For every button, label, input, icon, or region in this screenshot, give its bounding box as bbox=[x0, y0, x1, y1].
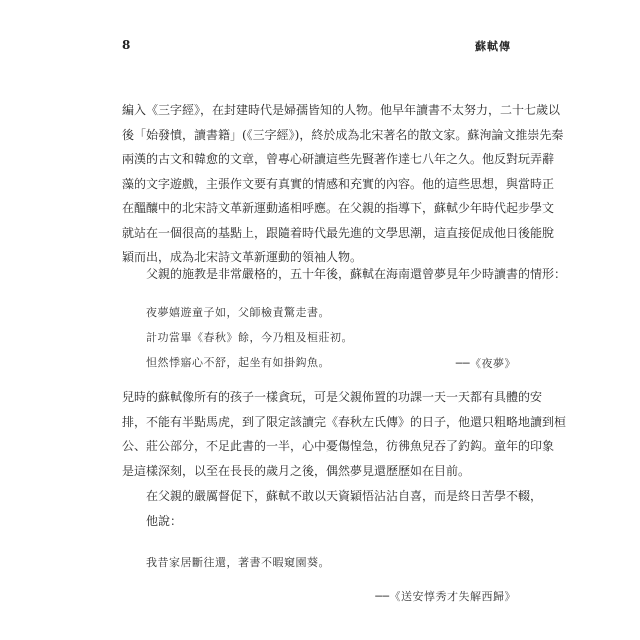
poem-quote-2 bbox=[146, 550, 330, 575]
text-line: 後「始發憤，讀書籍」(《三字經》)，終於成為北宋著名的散文家。蘇洵論文推崇先秦 bbox=[122, 127, 564, 142]
text-line: 編入《三字經》，在封建時代是婦孺皆知的人物。他早年讀書不太努力，二十七歲以 bbox=[122, 103, 561, 117]
paragraph-2 bbox=[122, 262, 567, 287]
text-line: 排，不能有半點馬虎，到了限定該讀完《春秋左氏傳》的日子，他還只粗略地讀到桓 bbox=[122, 414, 567, 429]
text-line: 他說： bbox=[146, 513, 183, 528]
poem-line: 我昔家居斷往還，著書不暇窺園葵。 bbox=[146, 556, 330, 569]
text-line: 就站在一個很高的基點上，跟隨着時代最先進的文學思潮，這直接促成他日後能脫 bbox=[122, 225, 555, 240]
text-line: 兒時的蘇軾像所有的孩子一樣貪玩，可是父親佈置的功課一天一天都有具體的安 bbox=[122, 390, 543, 404]
text-line: 父親的施教是非常嚴格的，五十年後，蘇軾在海南還曾夢見年少時讀書的情形： bbox=[146, 267, 567, 281]
text-line: 是這樣深刻，以至在長長的歲月之後，偶然夢見還歷歷如在目前。 bbox=[122, 463, 471, 478]
text-line: 兩漢的古文和韓愈的文章，曾專心研讀這些先賢著作達七八年之久。他反對玩弄辭 bbox=[122, 152, 555, 166]
page-number: 8 bbox=[122, 38, 131, 52]
poem-source-2: ──《送安惇秀才失解西歸》 bbox=[375, 590, 516, 603]
text-line: 公、莊公部分，不足此書的一半，心中憂傷惶急，彷彿魚兒吞了釣鈎。童年的印象 bbox=[122, 439, 555, 453]
poem-line: 怛然悸寤心不舒，起坐有如掛鈎魚。 bbox=[146, 356, 330, 369]
poem-line: 夜夢嬉遊童子如，父師檢責驚走書。 bbox=[146, 306, 330, 319]
text-line: 穎而出，成為北宋詩文革新運動的領袖人物。 bbox=[122, 250, 363, 264]
text-line: 在父親的嚴厲督促下，蘇軾不敢以天資穎悟沾沾自喜，而是終日苦學不輟， bbox=[146, 489, 543, 503]
paragraph-3 bbox=[122, 385, 567, 483]
running-title: 蘇軾傳 bbox=[475, 40, 511, 53]
poem-quote-1 bbox=[146, 300, 353, 375]
text-line: 在醞釀中的北宋詩文革新運動遙相呼應。在父親的指導下，蘇軾少年時代起步學文 bbox=[122, 201, 555, 215]
paragraph-1 bbox=[122, 98, 564, 270]
poem-line: 計功當畢《春秋》餘，今乃粗及桓莊初。 bbox=[146, 331, 353, 344]
poem-source-1: ──《夜夢》 bbox=[455, 357, 516, 370]
text-line: 藻的文字遊戲，主張作文要有真實的情感和充實的內容。他的這些思想，與當時正 bbox=[122, 176, 555, 191]
paragraph-4 bbox=[122, 484, 543, 533]
